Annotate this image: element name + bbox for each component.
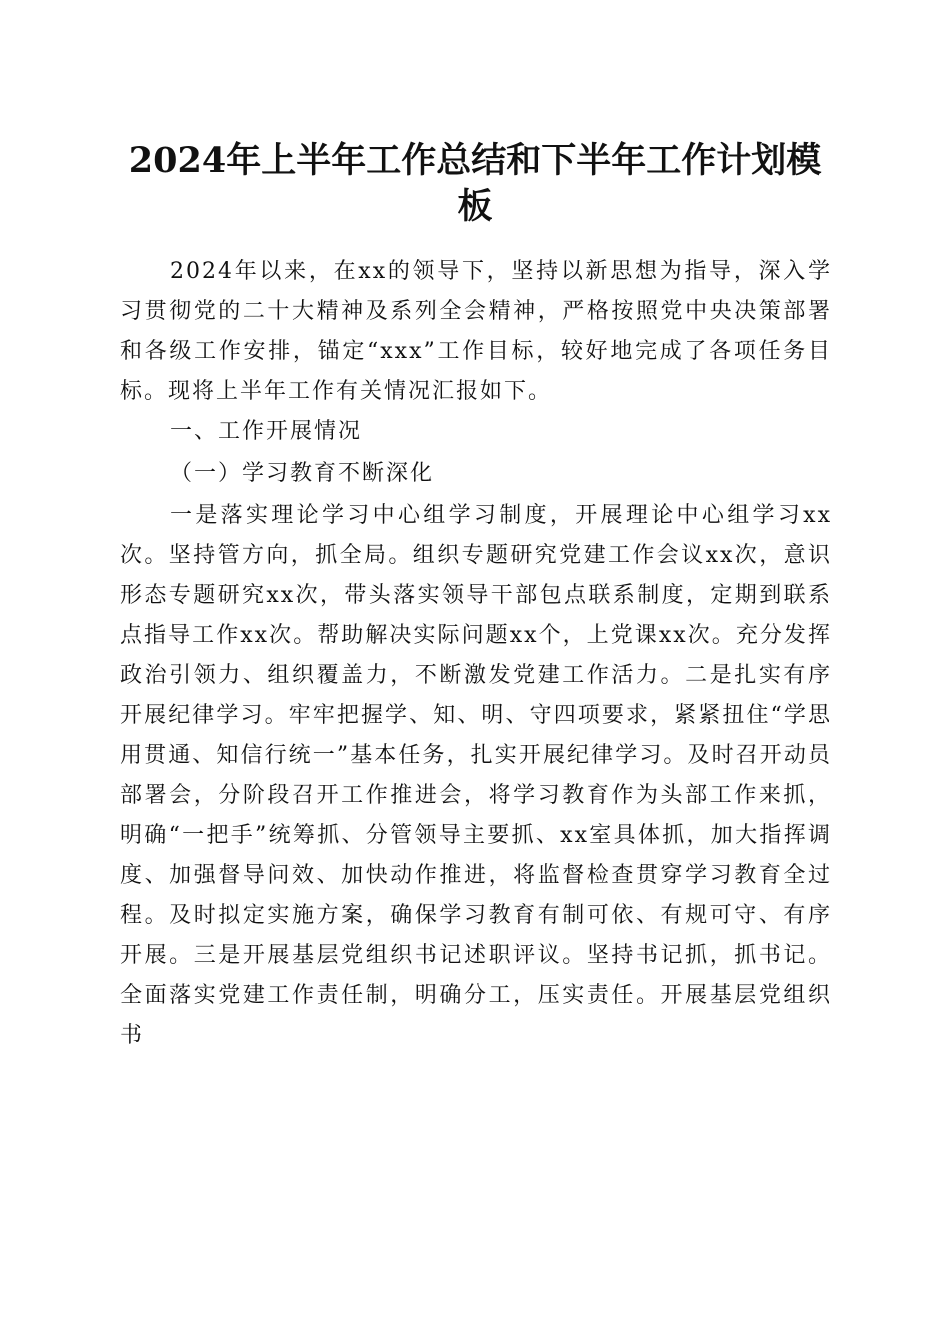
section-heading: 一、工作开展情况 — [170, 419, 363, 444]
subsection-body-paragraph: 一是落实理论学习中心组学习制度，开展理论中心组学习xx次。坚持管方向，抓全局。组织专题研究党建工作会议xx次，意识形态专题研究xx次，带头落实领导干部包点联系制度，定期到联系点指导工作xx次。帮助解决实际问题xx个，上党课xx次。充分发挥政治引领力、组织覆盖力，不断激发党建工作活力。二是扎实有序开展纪律学习。牢牢把握学、知、明、守四项要求，紧紧扭住“学思用贯通、知信行统一”基本任务，扎实开展纪律学习。及时召开动员部署会，分阶段召开工作推进会，将学习教育作为头部工作来抓，明确“一把手”统筹抓、分管领导主要抓、xx室具体抓，加大指挥调度、加强督导问效、加快动作推进，将监督检查贯穿学习教育全过程。及时拟定实施方案，确保学习教育有制可依、有规可守、有序开展。三是开展基层党组织书记述职评议。坚持书记抓，抓书记。全面落实党建工作责任制，明确分工，压实责任。开展基层党组织书 — [120, 503, 832, 1048]
intro-paragraph: 2024年以来，在xx的领导下，坚持以新思想为指导，深入学习贯彻党的二十大精神及系列全会精神，严格按照党中央决策部署和各级工作安排，锚定“xxx”工作目标，较好地完成了各项任务目标。现将上半年工作有关情况汇报如下。 — [120, 259, 832, 404]
document-body — [120, 252, 832, 1056]
document-title: 2024年上半年工作总结和下半年工作计划模板 — [128, 140, 822, 227]
subsection-heading: （一）学习教育不断深化 — [170, 461, 435, 486]
